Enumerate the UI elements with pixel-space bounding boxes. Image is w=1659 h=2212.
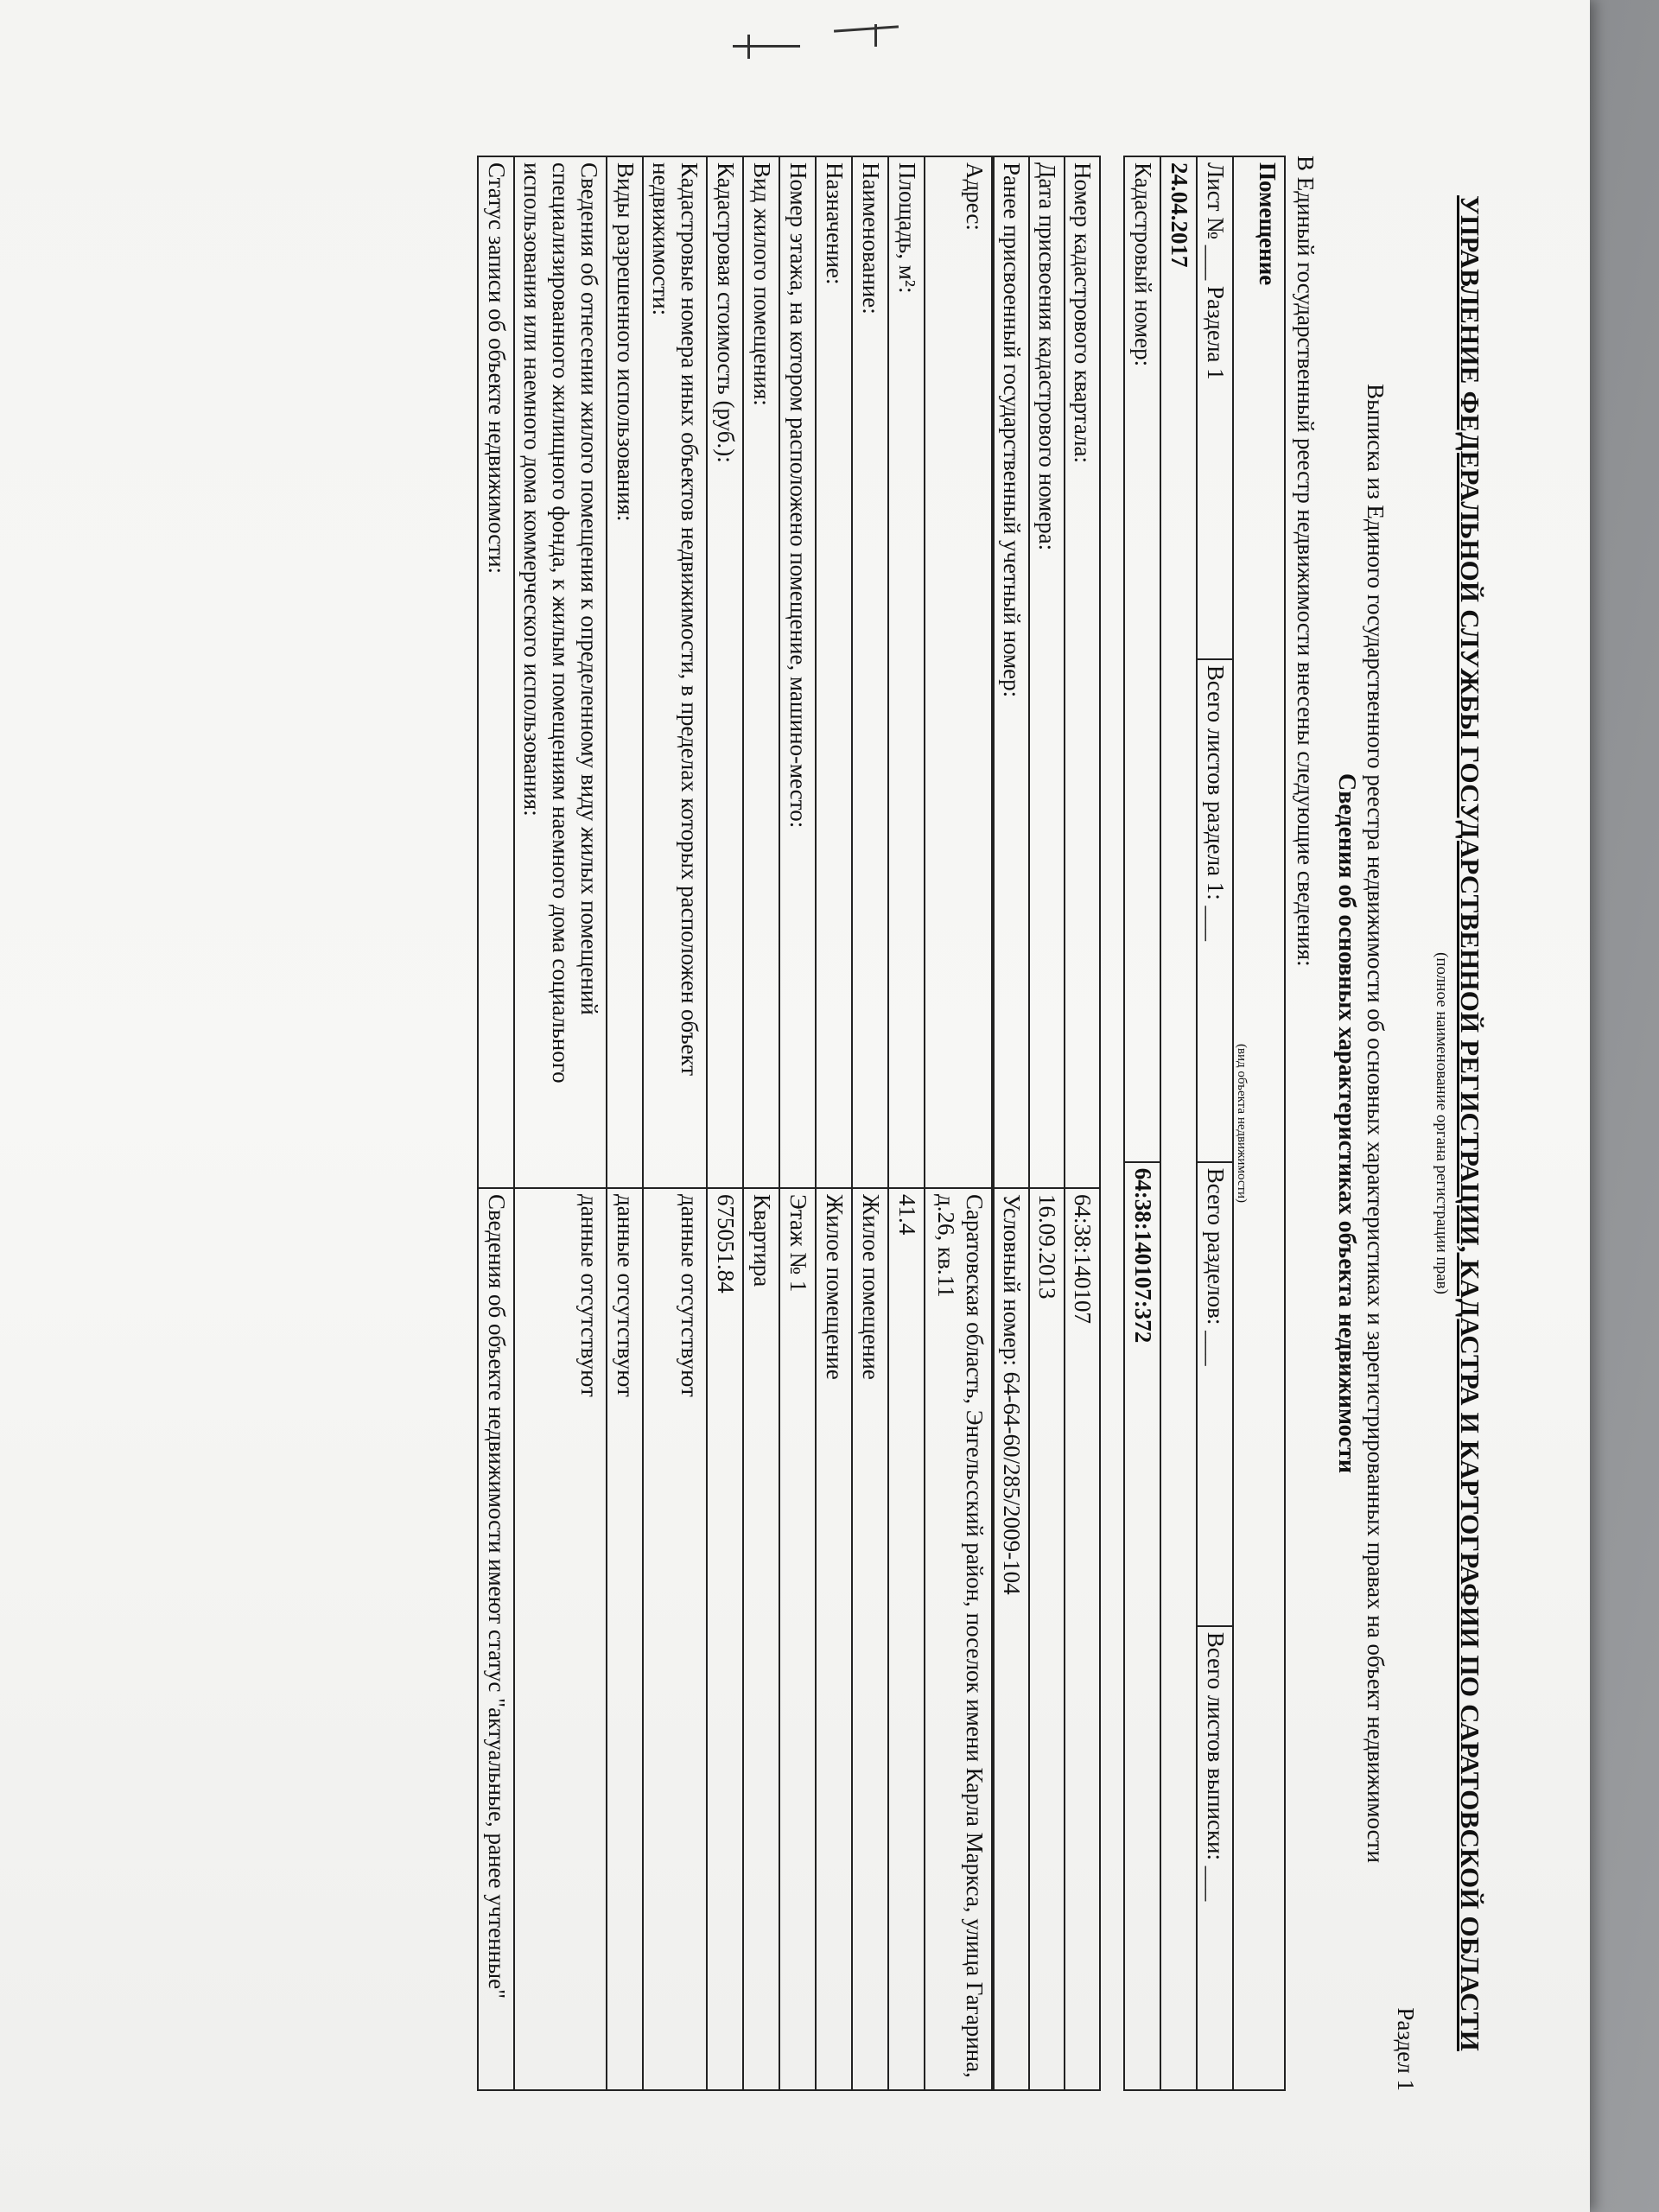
row-value: Этаж № 1	[779, 1188, 816, 2090]
row-label: Площадь, м²:	[888, 156, 925, 1188]
staple-mark	[747, 35, 750, 59]
sheet-number: Лист № ___ Раздела 1	[1197, 156, 1233, 659]
row-label: Номер кадастрового квартала:	[1065, 156, 1100, 1188]
extract-title: Выписка из Единого государственного реестра недвижимости об основных характеристиках и зарегистрированных правах на объект недвижимости	[1363, 384, 1389, 1863]
cadastral-label: Кадастровый номер:	[1124, 156, 1160, 1162]
registration-details-table	[993, 156, 1101, 2091]
row-value: Жилое помещение	[816, 1188, 852, 2090]
row-label: Виды разрешенного использования:	[607, 156, 643, 1188]
table-row	[1065, 156, 1100, 2090]
row-label: Назначение:	[816, 156, 852, 1188]
row-value: Сведения об объекте недвижимости имеют статус "актуальные, ранее учтенные"	[478, 1188, 514, 2090]
table-row	[994, 156, 1029, 2090]
organization-caption: (полное наименование органа регистрации прав)	[1433, 952, 1452, 1294]
extract-subtitle: Сведения об основных характеристиках объекта недвижимости	[1333, 773, 1361, 1473]
sections-total: Всего разделов: ___	[1197, 1162, 1233, 1626]
section-label: Раздел 1	[1393, 2007, 1420, 2091]
rotated-document	[173, 156, 1486, 2091]
row-value: Квартира	[743, 1188, 779, 2090]
extract-date: 24.04.2017	[1160, 156, 1197, 2090]
cadastral-value: 64:38:140107:372	[1124, 1162, 1160, 2090]
row-label: Адрес:	[925, 156, 992, 1188]
row-value: 64:38:140107	[1065, 1188, 1100, 2090]
table-row	[607, 156, 643, 2090]
row-value: данные отсутствуют	[607, 1188, 643, 2090]
table-row	[852, 156, 888, 2090]
table-row	[643, 156, 707, 2090]
row-label: Сведения об отнесении жилого помещения к определенному виду жилых помещений специализированного жилищного фонда, к жилым помещениям наемного дома социального использования или наемного дома коммерческого использования:	[514, 156, 607, 1188]
table-row	[743, 156, 779, 2090]
row-label: Вид жилого помещения:	[743, 156, 779, 1188]
row-value: Саратовская область, Энгельсский район, поселок имени Карла Маркса, улица Гагарина, д.26, кв.11	[925, 1188, 992, 2090]
object-header-table	[1123, 156, 1286, 2091]
intro-text: В Единый государственный реестр недвижимости внесены следующие сведения:	[1292, 156, 1319, 967]
row-value: Жилое помещение	[852, 1188, 888, 2090]
object-type: Помещение	[1249, 156, 1285, 2090]
sheets-in-section: Всего листов раздела 1: ___	[1197, 659, 1233, 1162]
attributes-table	[477, 156, 993, 2091]
row-label: Статус записи об объекте недвижимости:	[478, 156, 514, 1188]
table-row	[478, 156, 514, 2090]
organization-title: УПРАВЛЕНИЕ ФЕДЕРАЛЬНОЙ СЛУЖБЫ ГОСУДАРСТВЕННОЙ РЕГИСТРАЦИИ, КАДАСТРА И КАРТОГРАФИИ ПО САРАТОВСКОЙ ОБЛАСТИ	[1455, 195, 1485, 2051]
row-label: Номер этажа, на котором расположено помещение, машино-место:	[779, 156, 816, 1188]
table-row	[707, 156, 743, 2090]
row-value: данные отсутствуют	[643, 1188, 707, 2090]
row-value: данные отсутствуют	[514, 1188, 607, 2090]
table-row	[1029, 156, 1065, 2090]
table-row	[888, 156, 925, 2090]
row-label: Кадастровая стоимость (руб.):	[707, 156, 743, 1188]
row-label: Ранее присвоенный государственный учетный номер:	[994, 156, 1029, 1188]
sheets-total: Всего листов выписки: ___	[1197, 1626, 1233, 2090]
row-label: Дата присвоения кадастрового номера:	[1029, 156, 1065, 1188]
table-row	[514, 156, 607, 2090]
row-value: Условный номер: 64-64-60/285/2009-104	[994, 1188, 1029, 2090]
object-type-caption: (вид объекта недвижимости)	[1233, 156, 1249, 2090]
table-row	[925, 156, 992, 2090]
row-value: 41.4	[888, 1188, 925, 2090]
staple-mark	[874, 24, 877, 47]
row-value: 675051.84	[707, 1188, 743, 2090]
row-label: Кадастровые номера иных объектов недвижимости, в пределах которых расположен объект недвижимости:	[643, 156, 707, 1188]
row-value: 16.09.2013	[1029, 1188, 1065, 2090]
staple-mark	[733, 45, 800, 48]
table-row	[816, 156, 852, 2090]
table-row	[779, 156, 816, 2090]
row-label: Наименование:	[852, 156, 888, 1188]
